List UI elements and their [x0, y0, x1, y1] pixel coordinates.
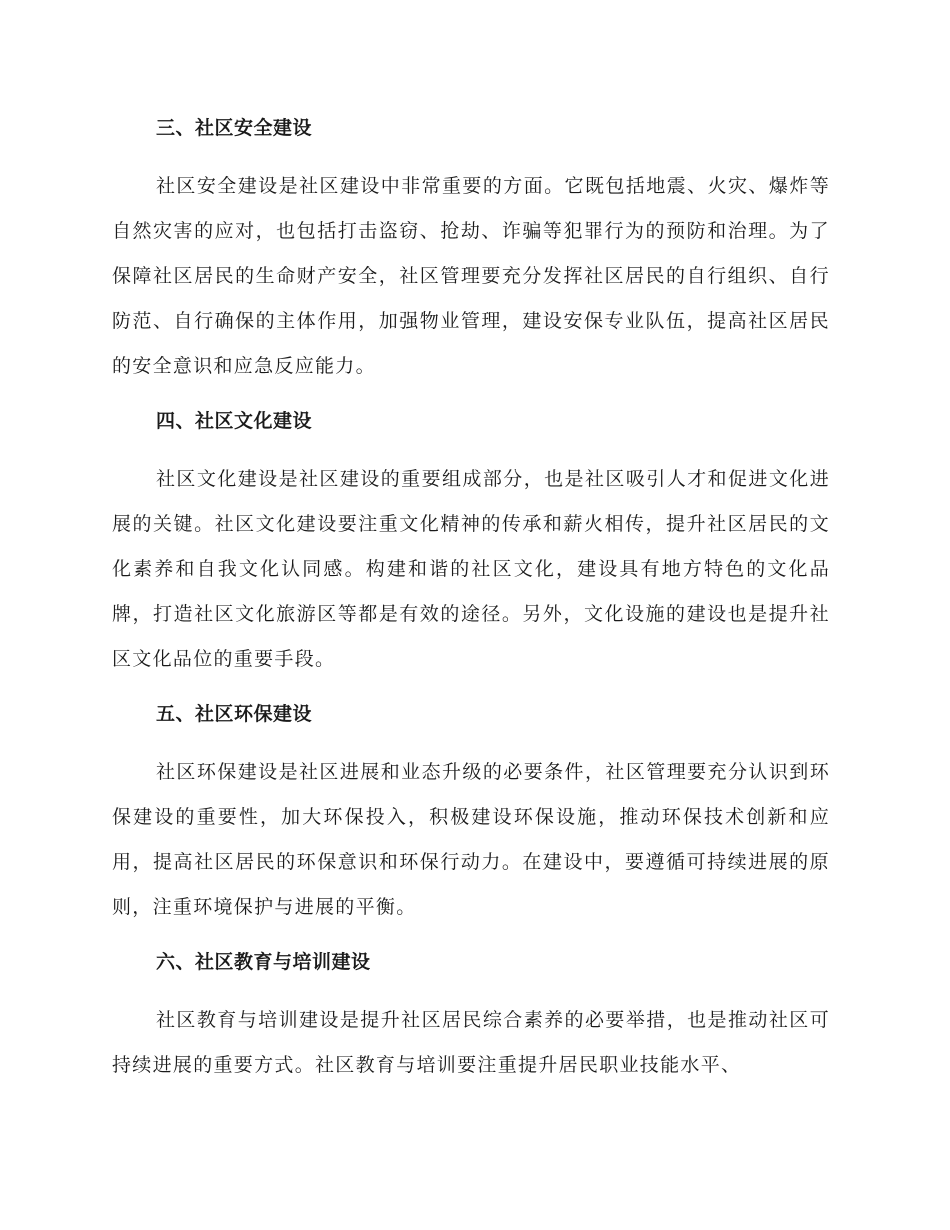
section-paragraph-culture: 社区文化建设是社区建设的重要组成部分，也是社区吸引人才和促进文化进展的关键。社区文化建设要注重文化精神的传承和薪火相传，提升社区居民的文化素养和自我文化认同感。构建和谐的社区文化，建设具有地方特色的文化品牌，打造社区文化旅游区等都是有效的途径。另外，文化设施的建设也是提升社区文化品位的重要手段。	[112, 468, 830, 670]
section-heading-education: 六、社区教育与培训建设	[156, 951, 371, 973]
section-heading-environment: 五、社区环保建设	[156, 703, 313, 725]
section-heading-culture: 四、社区文化建设	[156, 410, 313, 432]
section-paragraph-safety: 社区安全建设是社区建设中非常重要的方面。它既包括地震、火灾、爆炸等自然灾害的应对，也包括打击盗窃、抢劫、诈骗等犯罪行为的预防和治理。为了保障社区居民的生命财产安全，社区管理要充分发挥社区居民的自行组织、自行防范、自行确保的主体作用，加强物业管理，建设安保专业队伍，提高社区居民的安全意识和应急反应能力。	[112, 175, 830, 377]
section-heading-safety: 三、社区安全建设	[156, 117, 313, 139]
section-paragraph-education: 社区教育与培训建设是提升社区居民综合素养的必要举措，也是推动社区可持续进展的重要方式。社区教育与培训要注重提升居民职业技能水平、	[112, 1009, 830, 1076]
section-paragraph-environment: 社区环保建设是社区进展和业态升级的必要条件，社区管理要充分认识到环保建设的重要性，加大环保投入，积极建设环保设施，推动环保技术创新和应用，提高社区居民的环保意识和环保行动力。在建设中，要遵循可持续进展的原则，注重环境保护与进展的平衡。	[112, 761, 830, 918]
document-page	[112, 108, 830, 1088]
